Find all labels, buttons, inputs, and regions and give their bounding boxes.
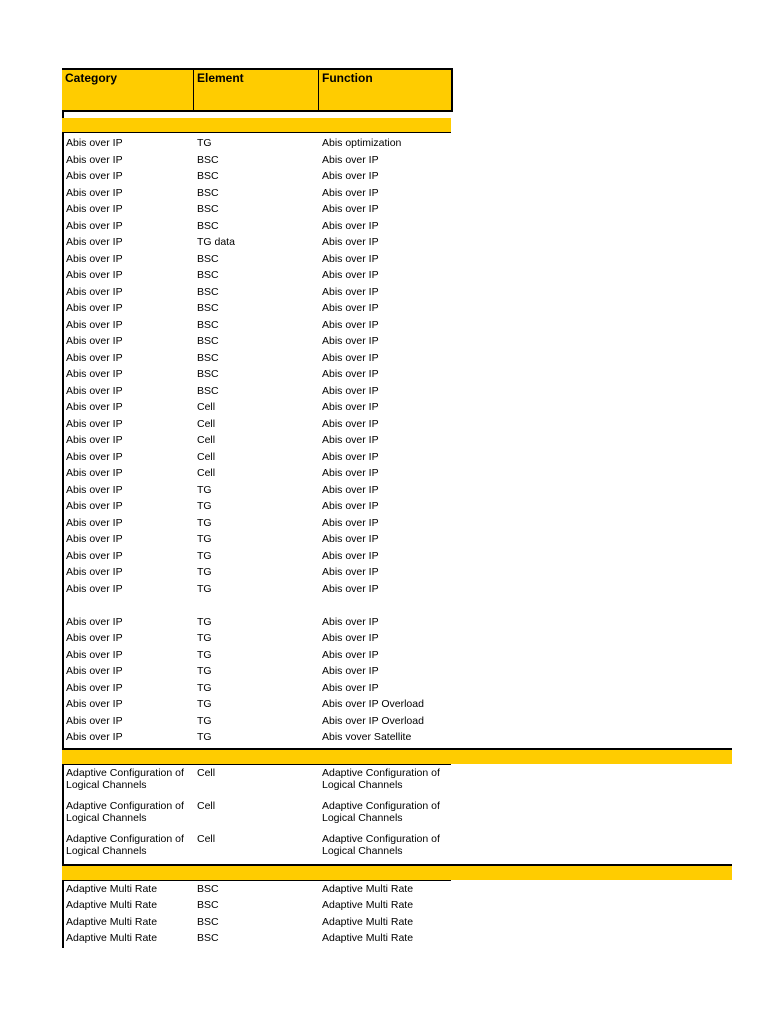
element-cell: TG (197, 632, 212, 644)
table-row (62, 168, 732, 185)
element-cell: TG (197, 665, 212, 677)
element-cell: Cell (197, 832, 216, 845)
category-cell: Abis over IP (66, 615, 123, 628)
category-cell: Abis over IP (66, 384, 123, 397)
header-divider (318, 70, 319, 110)
element-cell: TG (197, 582, 212, 595)
group-separator (62, 118, 451, 133)
element-cell: TG (197, 549, 212, 562)
table-row (62, 465, 732, 482)
table-row (62, 548, 732, 565)
category-cell: Abis over IP (66, 632, 123, 644)
category-cell: Abis over IP (66, 434, 123, 446)
category-cell: Abis over IP (66, 401, 123, 413)
element-cell: BSC (197, 203, 219, 215)
function-cell: Abis over IP (322, 186, 379, 199)
element-cell: BSC (197, 170, 219, 182)
function-cell: Abis over IP (322, 368, 379, 380)
category-cell: Abis over IP (66, 681, 123, 694)
category-cell: Abis over IP (66, 137, 123, 149)
table-row (62, 185, 732, 202)
element-cell: TG (197, 648, 212, 661)
group-adaptive-multi-rate (62, 881, 732, 947)
category-cell: Abis over IP (66, 500, 123, 512)
category-cell: Abis over IP (66, 153, 123, 166)
element-cell: Cell (197, 417, 216, 430)
function-cell: Abis over IP (322, 170, 379, 182)
spreadsheet (62, 68, 732, 947)
category-cell: Adaptive Configuration of Logical Channels (66, 799, 184, 824)
element-cell: Cell (197, 401, 216, 413)
table-row (62, 300, 732, 317)
element-cell: Cell (197, 450, 216, 463)
element-cell: Cell (197, 467, 216, 479)
element-cell: TG (197, 681, 212, 694)
category-cell: Abis over IP (66, 302, 123, 314)
element-cell: Cell (197, 766, 216, 779)
element-cell: BSC (197, 384, 219, 397)
element-cell: TG (197, 483, 212, 496)
function-cell: Adaptive Multi Rate (322, 915, 414, 928)
function-cell: Abis over IP (322, 153, 379, 166)
category-cell: Adaptive Configuration of Logical Channels (66, 832, 184, 857)
function-cell: Abis over IP Overload (322, 698, 424, 710)
element-cell: BSC (197, 915, 219, 928)
category-cell: Abis over IP (66, 533, 123, 545)
function-cell: Adaptive Multi Rate (322, 899, 414, 911)
table-row (62, 482, 732, 499)
category-cell: Abis over IP (66, 731, 123, 743)
element-cell: BSC (197, 882, 219, 895)
element-cell: TG (197, 698, 212, 710)
category-cell: Abis over IP (66, 516, 123, 529)
element-cell: BSC (197, 318, 219, 331)
category-cell: Abis over IP (66, 368, 123, 380)
function-cell: Abis over IP (322, 500, 379, 512)
category-cell: Abis over IP (66, 170, 123, 182)
category-cell: Abis over IP (66, 698, 123, 710)
element-cell: Cell (197, 434, 216, 446)
table-row (62, 663, 732, 680)
element-cell: BSC (197, 335, 219, 347)
element-cell: BSC (197, 219, 219, 232)
element-cell: TG (197, 714, 212, 727)
category-cell: Abis over IP (66, 648, 123, 661)
function-cell: Abis over IP (322, 351, 379, 364)
table-row (62, 234, 732, 251)
element-cell: BSC (197, 186, 219, 199)
element-cell: BSC (197, 153, 219, 166)
function-cell: Abis over IP (322, 285, 379, 298)
function-cell: Abis over IP (322, 582, 379, 595)
function-cell: Abis over IP (322, 516, 379, 529)
element-cell: BSC (197, 368, 219, 380)
function-cell: Abis optimization (322, 137, 402, 149)
function-cell: Abis over IP (322, 252, 379, 265)
table-row (62, 350, 732, 367)
function-cell: Abis over IP (322, 533, 379, 545)
table-row (62, 564, 732, 581)
table-row (62, 581, 732, 598)
function-cell: Abis over IP (322, 203, 379, 215)
function-cell: Abis over IP (322, 681, 379, 694)
function-cell: Adaptive Configuration of Logical Channels (322, 766, 440, 791)
element-cell: TG (197, 137, 212, 149)
element-cell: BSC (197, 252, 219, 265)
category-cell: Abis over IP (66, 351, 123, 364)
table-row (62, 713, 732, 730)
group-separator (62, 864, 732, 880)
category-cell: Adaptive Multi Rate (66, 932, 158, 944)
table-row (62, 930, 732, 947)
function-cell: Adaptive Multi Rate (322, 932, 414, 944)
function-cell: Abis over IP (322, 318, 379, 331)
category-cell: Abis over IP (66, 236, 123, 248)
function-cell: Abis over IP (322, 632, 379, 644)
category-cell: Adaptive Multi Rate (66, 882, 158, 895)
category-cell: Abis over IP (66, 219, 123, 232)
category-cell: Abis over IP (66, 483, 123, 496)
function-cell: Abis over IP (322, 467, 379, 479)
category-cell: Abis over IP (66, 665, 123, 677)
category-cell: Abis over IP (66, 335, 123, 347)
category-cell: Abis over IP (66, 285, 123, 298)
table-row (62, 333, 732, 350)
function-cell: Adaptive Configuration of Logical Channels (322, 832, 440, 857)
table-row (62, 399, 732, 416)
category-cell: Adaptive Multi Rate (66, 899, 158, 911)
element-cell: Cell (197, 799, 216, 812)
table-row (62, 383, 732, 400)
group-separator (62, 748, 732, 764)
function-cell: Abis over IP (322, 401, 379, 413)
category-cell: Abis over IP (66, 714, 123, 727)
category-cell: Abis over IP (66, 203, 123, 215)
element-cell: TG (197, 615, 212, 628)
table-row (62, 680, 732, 697)
function-cell: Abis over IP (322, 648, 379, 661)
function-cell: Abis over IP (322, 450, 379, 463)
table-row (62, 897, 732, 914)
element-cell: BSC (197, 351, 219, 364)
table-row (62, 597, 732, 614)
function-cell: Adaptive Multi Rate (322, 882, 414, 895)
header-category: Category (65, 71, 118, 85)
function-cell: Abis over IP (322, 665, 379, 677)
table-row (62, 531, 732, 548)
function-cell: Abis over IP (322, 434, 379, 446)
table-row (62, 135, 732, 152)
element-cell: TG (197, 566, 212, 578)
function-cell: Adaptive Configuration of Logical Channels (322, 799, 440, 824)
function-cell: Abis vover Satellite (322, 731, 412, 743)
table-row (62, 317, 732, 334)
function-cell: Abis over IP (322, 236, 379, 248)
category-cell: Abis over IP (66, 269, 123, 281)
category-cell: Abis over IP (66, 467, 123, 479)
element-cell: TG (197, 533, 212, 545)
category-cell: Abis over IP (66, 582, 123, 595)
table-row (62, 729, 732, 746)
table-row (62, 798, 732, 831)
category-cell: Abis over IP (66, 318, 123, 331)
table-row (62, 515, 732, 532)
table-row (62, 614, 732, 631)
table-row (62, 881, 732, 898)
table-row (62, 647, 732, 664)
table-row (62, 765, 732, 798)
table-row (62, 267, 732, 284)
table-row (62, 284, 732, 301)
group-adaptive-configuration (62, 765, 732, 864)
function-cell: Abis over IP (322, 566, 379, 578)
element-cell: BSC (197, 285, 219, 298)
header-function: Function (322, 71, 373, 85)
header-element: Element (197, 71, 244, 85)
category-cell: Abis over IP (66, 252, 123, 265)
table-row (62, 449, 732, 466)
category-cell: Adaptive Configuration of Logical Channels (66, 766, 184, 791)
function-cell: Abis over IP Overload (322, 714, 424, 727)
category-cell: Abis over IP (66, 566, 123, 578)
element-cell: BSC (197, 932, 219, 944)
header-row (62, 68, 453, 112)
element-cell: TG data (197, 236, 235, 248)
table-row (62, 251, 732, 268)
function-cell: Abis over IP (322, 417, 379, 430)
element-cell: BSC (197, 269, 219, 281)
function-cell: Abis over IP (322, 335, 379, 347)
table-row (62, 201, 732, 218)
table-row (62, 416, 732, 433)
function-cell: Abis over IP (322, 302, 379, 314)
element-cell: BSC (197, 302, 219, 314)
header-divider (193, 70, 194, 110)
category-cell: Adaptive Multi Rate (66, 915, 158, 928)
table-row (62, 696, 732, 713)
category-cell: Abis over IP (66, 186, 123, 199)
group-abis-over-ip (62, 135, 732, 746)
table-row (62, 152, 732, 169)
table-row (62, 432, 732, 449)
element-cell: TG (197, 516, 212, 529)
element-cell: TG (197, 500, 212, 512)
table-row (62, 366, 732, 383)
table-row (62, 630, 732, 647)
function-cell: Abis over IP (322, 549, 379, 562)
function-cell: Abis over IP (322, 483, 379, 496)
category-cell: Abis over IP (66, 450, 123, 463)
function-cell: Abis over IP (322, 219, 379, 232)
function-cell: Abis over IP (322, 384, 379, 397)
table-row (62, 831, 732, 864)
table-row (62, 914, 732, 931)
function-cell: Abis over IP (322, 615, 379, 628)
function-cell: Abis over IP (322, 269, 379, 281)
category-cell: Abis over IP (66, 549, 123, 562)
table-row (62, 498, 732, 515)
element-cell: TG (197, 731, 212, 743)
category-cell: Abis over IP (66, 417, 123, 430)
table-row (62, 218, 732, 235)
element-cell: BSC (197, 899, 219, 911)
